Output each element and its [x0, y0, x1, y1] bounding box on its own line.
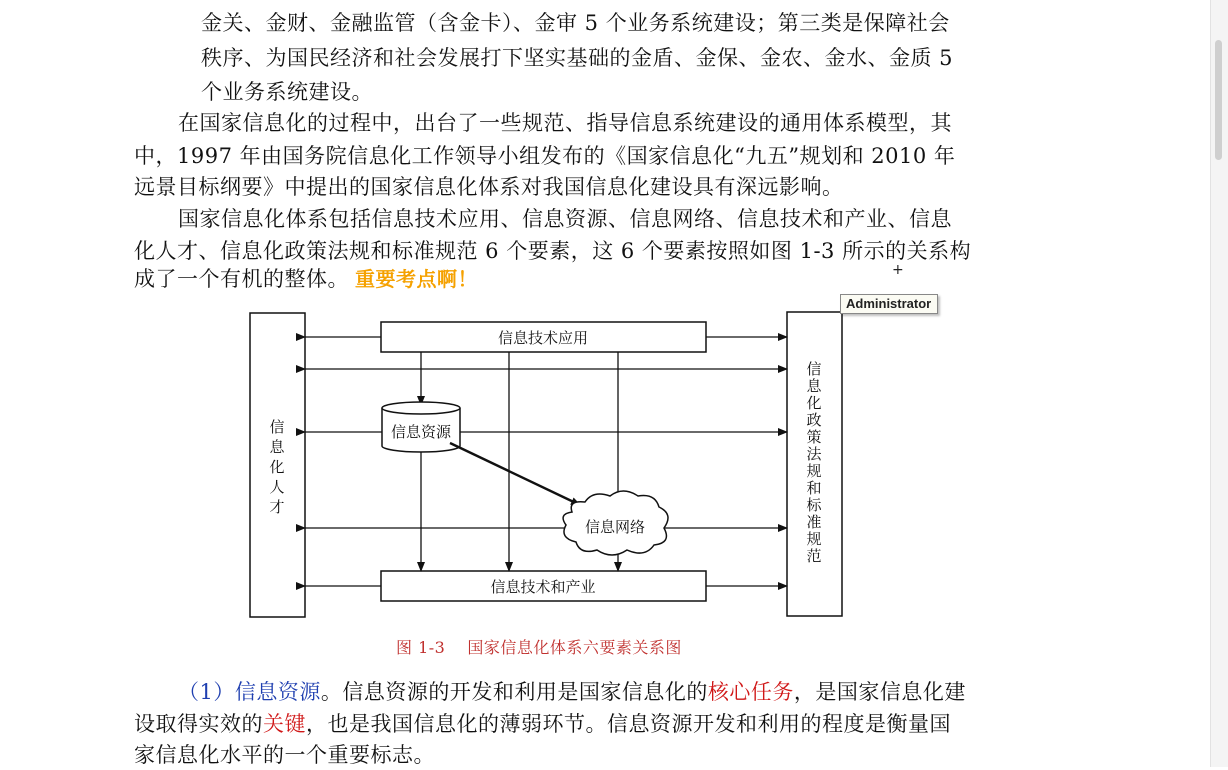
- svg-text:政: 政: [806, 411, 822, 429]
- paragraph-2-line-1: 在国家信息化的过程中，出台了一些规范、指导信息系统建设的通用体系模型，其: [178, 111, 952, 135]
- left-pillar-label: [269, 418, 285, 516]
- section-heading: （1）信息资源: [178, 680, 321, 704]
- highlight-note: 重要考点啊！: [355, 267, 478, 291]
- svg-text:息: 息: [806, 377, 822, 395]
- resource-label: 信息资源: [390, 423, 452, 441]
- paragraph-2-line-2: 中，1997 年由国务院信息化工作领导小组发布的《国家信息化“九五”规划和 2010 年: [134, 144, 956, 168]
- svg-text:息: 息: [269, 438, 285, 456]
- bottom-box-label: 信息技术和产业: [490, 578, 596, 596]
- svg-text:规: 规: [806, 530, 822, 548]
- svg-text:标: 标: [806, 496, 822, 514]
- paragraph-4-line-1: [178, 677, 966, 707]
- text-line-2: 秩序、为国民经济和社会发展打下坚实基础的金盾、金保、金农、金水、金质 5: [201, 46, 954, 70]
- core-task-term: 核心任务: [707, 680, 794, 704]
- svg-text:范: 范: [806, 547, 822, 565]
- svg-text:化: 化: [269, 458, 285, 476]
- svg-text:才: 才: [269, 498, 285, 516]
- para4-line2-b: ，也是我国信息化的薄弱环节。信息资源开发和利用的程度是衡量国: [306, 712, 951, 736]
- paragraph-3-line-3-text: 成了一个有机的整体。: [134, 267, 349, 291]
- top-box-label: 信息技术应用: [497, 329, 589, 347]
- svg-text:和: 和: [806, 479, 822, 497]
- para4-line2-a: 设取得实效的: [134, 712, 263, 736]
- svg-text:信: 信: [269, 418, 285, 436]
- figure-title: 国家信息化体系六要素关系图: [467, 638, 682, 657]
- figure-number: 图 1-3: [396, 638, 446, 657]
- svg-text:信: 信: [806, 360, 822, 378]
- svg-text:规: 规: [806, 462, 822, 480]
- svg-text:化: 化: [806, 394, 822, 412]
- figure-caption: [396, 635, 704, 658]
- para4-text-a: 。信息资源的开发和利用是国家信息化的: [320, 680, 708, 704]
- paragraph-4-line-2: [134, 709, 951, 739]
- paragraph-2-line-3: 远景目标纲要》中提出的国家信息化体系对我国信息化建设具有深远影响。: [134, 175, 844, 199]
- svg-text:策: 策: [806, 428, 822, 446]
- arrow-resource-to-network: [450, 443, 580, 505]
- network-label: 信息网络: [584, 518, 646, 536]
- paragraph-3-line-1: 国家信息化体系包括信息技术应用、信息资源、信息网络、信息技术和产业、信息: [178, 207, 952, 231]
- svg-text:法: 法: [806, 445, 822, 463]
- svg-text:准: 准: [806, 513, 822, 531]
- paragraph-4-line-3: 家信息化水平的一个重要标志。: [134, 743, 435, 767]
- user-tooltip: Administrator: [840, 294, 938, 314]
- text-line-3: 个业务系统建设。: [201, 80, 373, 104]
- text-line-1: 金关、金财、金融监管（含金卡）、金审 5 个业务系统建设；第三类是保障社会: [201, 11, 950, 35]
- key-term: 关键: [263, 712, 306, 736]
- svg-text:人: 人: [269, 478, 285, 496]
- para4-text-b: ，是国家信息化建: [793, 680, 966, 704]
- paragraph-3-line-2: 化人才、信息化政策法规和标准规范 6 个要素，这 6 个要素按照如图 1-3 所示的关系构: [134, 239, 972, 263]
- right-pillar-label: [806, 360, 822, 565]
- text-cursor-icon: +: [892, 262, 904, 278]
